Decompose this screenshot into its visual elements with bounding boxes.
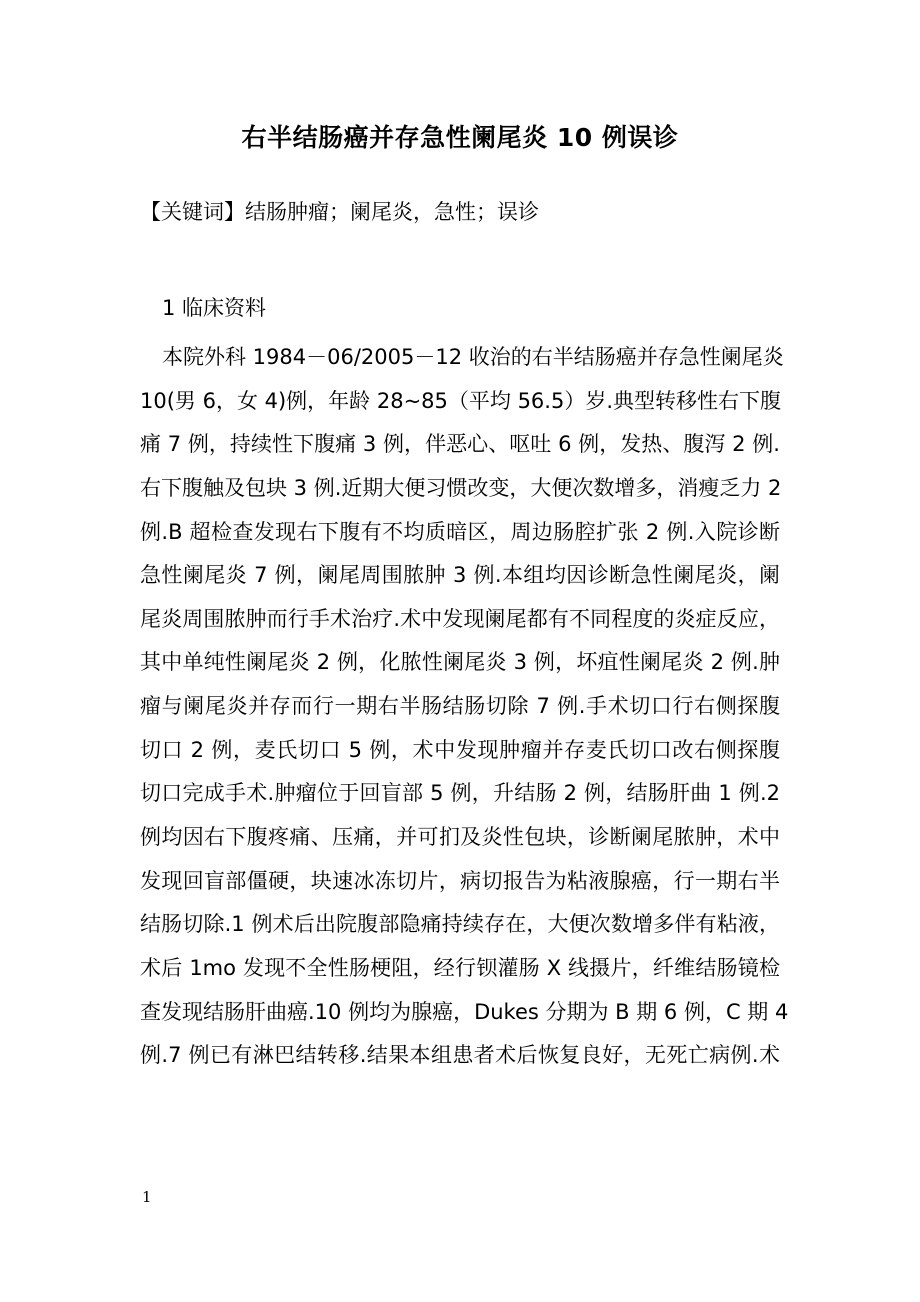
text-line: 例均因右下腹疼痛、压痛，并可扪及炎性包块，诊断阑尾脓肿，术中 bbox=[140, 825, 780, 850]
document-title: 右半结肠癌并存急性阑尾炎 10 例误诊 bbox=[241, 123, 679, 152]
keywords-line: 【关键词】结肠肿瘤；阑尾炎，急性；误诊 bbox=[140, 200, 539, 224]
text-line: 本院外科 1984－06/2005－12 收治的右半结肠癌并存急性阑尾炎 bbox=[162, 345, 784, 369]
text-line: 10(男 6，女 4)例，年龄 28~85（平均 56.5）岁.典型转移性右下腹 bbox=[140, 388, 782, 413]
section-heading: 1 临床资料 bbox=[162, 296, 267, 320]
text-line: 查发现结肠肝曲癌.10 例均为腺癌，Dukes 分期为 B 期 6 例，C 期 4 bbox=[140, 999, 789, 1024]
text-line: 发现回盲部僵硬，块速冰冻切片，病切报告为粘液腺癌，行一期右半 bbox=[140, 868, 780, 893]
text-line: 术后 1mo 发现不全性肠梗阻，经行钡灌肠 X 线摄片，纤维结肠镜检 bbox=[140, 955, 780, 980]
text-line: 急性阑尾炎 7 例，阑尾周围脓肿 3 例.本组均因诊断急性阑尾炎，阑 bbox=[140, 563, 780, 588]
text-line: 例.7 例已有淋巴结转移.结果本组患者术后恢复良好，无死亡病例.术 bbox=[140, 1043, 780, 1068]
text-line: 例.B 超检查发现右下腹有不均质暗区，周边肠腔扩张 2 例.入院诊断 bbox=[140, 519, 780, 544]
text-line: 切口完成手术.肿瘤位于回盲部 5 例，升结肠 2 例，结肠肝曲 1 例.2 bbox=[140, 781, 780, 806]
text-line: 切口 2 例，麦氏切口 5 例，术中发现肿瘤并存麦氏切口改右侧探腹 bbox=[140, 737, 780, 762]
page-number: 1 bbox=[142, 1188, 152, 1206]
text-line: 尾炎周围脓肿而行手术治疗.术中发现阑尾都有不同程度的炎症反应， bbox=[140, 606, 780, 631]
text-line: 右下腹触及包块 3 例.近期大便习惯改变，大便次数增多，消瘦乏力 2 bbox=[140, 475, 782, 500]
text-line: 痛 7 例，持续性下腹痛 3 例，伴恶心、呕吐 6 例，发热、腹泻 2 例. bbox=[140, 432, 780, 457]
text-line: 其中单纯性阑尾炎 2 例，化脓性阑尾炎 3 例，坏疽性阑尾炎 2 例.肿 bbox=[140, 650, 780, 675]
text-line: 结肠切除.1 例术后出院腹部隐痛持续存在，大便次数增多伴有粘液， bbox=[140, 912, 780, 937]
text-line: 瘤与阑尾炎并存而行一期右半肠结肠切除 7 例.手术切口行右侧探腹 bbox=[140, 694, 780, 719]
body-paragraph bbox=[140, 336, 789, 1078]
